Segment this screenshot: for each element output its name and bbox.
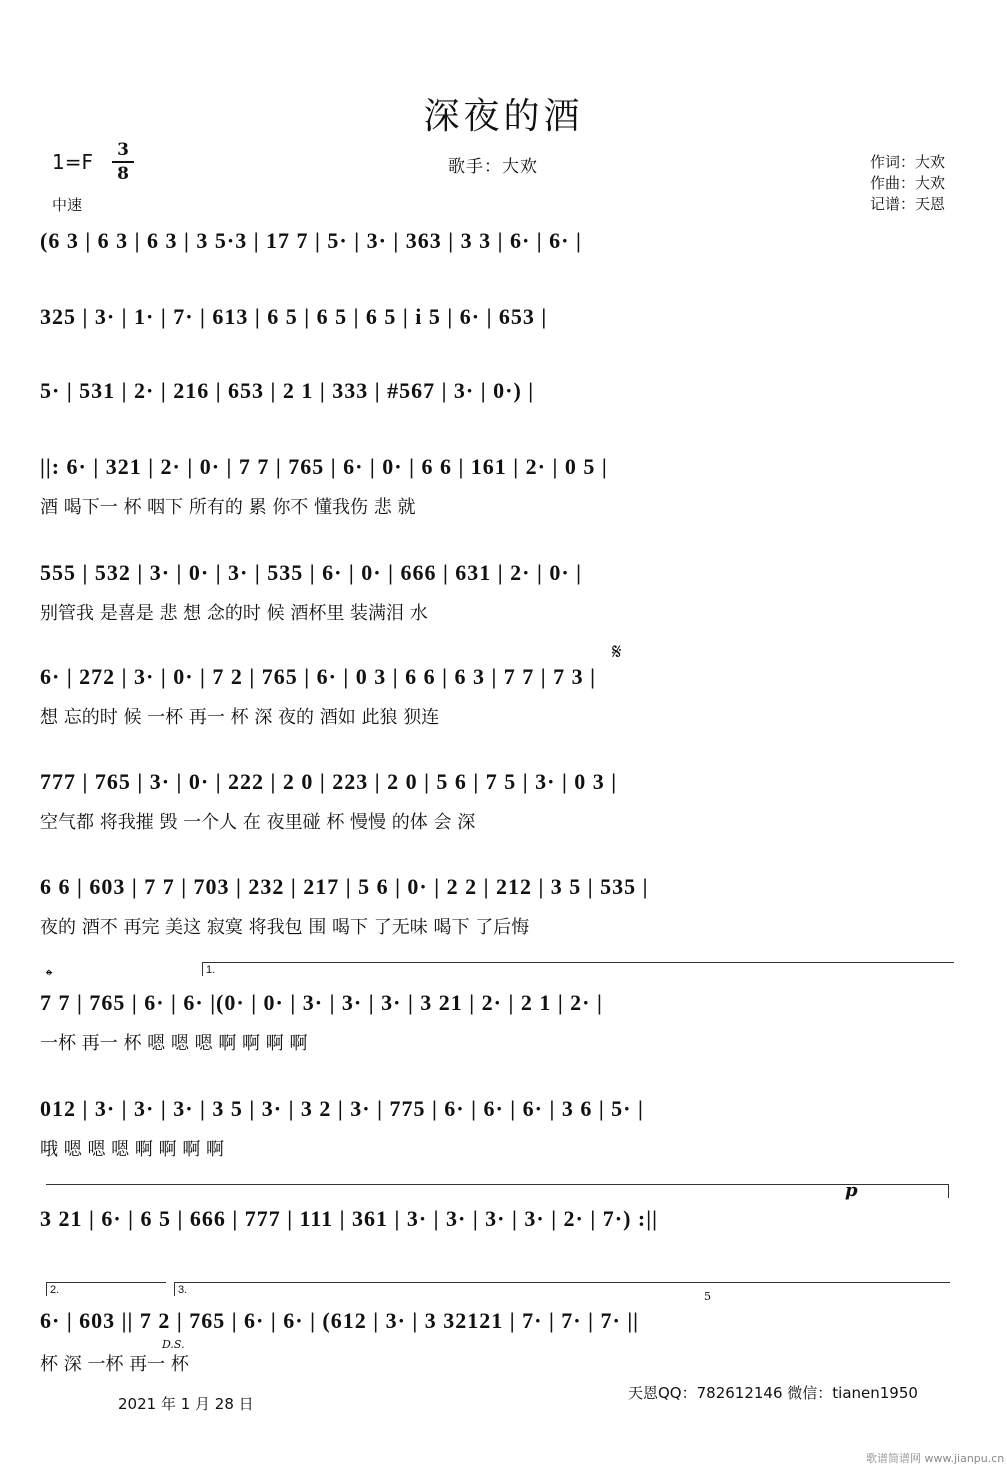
ds-mark: D.S. — [162, 1338, 185, 1351]
volta-1-number: 1. — [206, 964, 216, 976]
segno-mark: 𝄋 — [612, 640, 622, 665]
page-title: 深夜的酒 — [423, 96, 584, 137]
volta-3-bracket — [174, 1282, 950, 1283]
time-signature — [112, 140, 134, 184]
notation-row-5: 555 | 532 | 3· | 0· | 3· | 535 | 6· | 0· | 666 | 631 | 2· | 0· | — [40, 560, 582, 585]
tempo-marking: 中速 — [52, 196, 83, 214]
meter-divider — [112, 161, 134, 163]
lyrics-row-12: 杯 深 一杯 再一 杯 — [40, 1354, 189, 1375]
volta-2-tick — [46, 1282, 47, 1296]
dynamic-marking: p — [845, 1180, 858, 1201]
singer-credit: 歌手：大欢 — [448, 157, 538, 177]
coda-mark: 𝄌 — [46, 966, 53, 987]
composer-credit: 作曲：大欢 — [870, 174, 946, 192]
notation-row-9: 7 7 | 765 | 6· | 6· |(0· | 0· | 3· | 3· | 3· | 3 21 | 2· | 2 1 | 2· | — [40, 990, 603, 1015]
volta-1-tick — [202, 962, 203, 976]
lyrics-row-5: 别管我 是喜是 悲 想 念的时 候 酒杯里 装满泪 水 — [40, 603, 428, 624]
lyrics-row-7: 空气都 将我摧 毁 一个人 在 夜里碰 杯 慢慢 的体 会 深 — [40, 812, 476, 833]
contact-info: 天恩QQ：782612146 微信：tianen1950 — [628, 1384, 918, 1402]
date: 2021 年 1 月 28 日 — [118, 1395, 254, 1413]
volta-2-bracket — [46, 1282, 166, 1283]
repeat-bracket — [46, 1184, 948, 1185]
watermark: 歌谱简谱网 www.jianpu.cn — [866, 1452, 1005, 1465]
meter-top: 3 — [117, 140, 129, 160]
lyricist-credit: 作词：大欢 — [870, 153, 946, 171]
lyrics-row-10: 哦 嗯 嗯 嗯 啊 啊 啊 啊 — [40, 1139, 225, 1160]
notation-row-6: 6· | 272 | 3· | 0· | 7 2 | 765 | 6· | 0 3 | 6 6 | 6 3 | 7 7 | 7 3 | — [40, 664, 596, 689]
volta-3-tick — [174, 1282, 175, 1296]
lyrics-row-8: 夜的 酒不 再完 美这 寂寞 将我包 围 喝下 了无味 喝下 了后悔 — [40, 917, 530, 938]
notation-row-11: 3 21 | 6· | 6 5 | 666 | 777 | 111 | 361 | 3· | 3· | 3· | 3· | 2· | 7·) :|| — [40, 1206, 658, 1231]
notation-row-10: 012 | 3· | 3· | 3· | 3 5 | 3· | 3 2 | 3· | 775 | 6· | 6· | 6· | 3 6 | 5· | — [40, 1096, 644, 1121]
notation-row-1: (6 3 | 6 3 | 6 3 | 3 5·3 | 17 7 | 5· | 3· | 363 | 3 3 | 6· | 6· | — [40, 228, 582, 253]
volta-2-number: 2. — [50, 1284, 60, 1296]
lyrics-row-9: 一杯 再一 杯 嗯 嗯 嗯 啊 啊 啊 啊 — [40, 1033, 308, 1054]
notation-row-12: 6· | 603 || 7 2 | 765 | 6· | 6· | (612 | 3· | 3 32121 | 7· | 7· | 7· || — [40, 1308, 640, 1333]
meter-bottom: 8 — [117, 164, 129, 184]
volta-3-number: 3. — [178, 1284, 188, 1296]
transcriber-credit: 记谱：天恩 — [870, 195, 946, 213]
notation-row-8: 6 6 | 603 | 7 7 | 703 | 232 | 217 | 5 6 | 0· | 2 2 | 212 | 3 5 | 535 | — [40, 874, 649, 899]
tuplet-number: 5 — [704, 1290, 711, 1303]
lyrics-row-4: 酒 喝下一 杯 咽下 所有的 累 你不 懂我伤 悲 就 — [40, 497, 416, 518]
notation-row-7: 777 | 765 | 3· | 0· | 222 | 2 0 | 223 | 2 0 | 5 6 | 7 5 | 3· | 0 3 | — [40, 769, 618, 794]
lyrics-row-6: 想 忘的时 候 一杯 再一 杯 深 夜的 酒如 此狼 狈连 — [40, 707, 440, 728]
notation-row-4: ||: 6· | 321 | 2· | 0· | 7 7 | 765 | 6· | 0· | 6 6 | 161 | 2· | 0 5 | — [40, 454, 608, 479]
key-signature: 1=F — [52, 150, 93, 174]
notation-row-3: 5· | 531 | 2· | 216 | 653 | 2 1 | 333 | #567 | 3· | 0·) | — [40, 378, 535, 403]
credits — [870, 152, 945, 215]
volta-1-bracket — [202, 962, 954, 963]
repeat-bracket-tick — [948, 1184, 949, 1198]
notation-row-2: 325 | 3· | 1· | 7· | 613 | 6 5 | 6 5 | 6 5 | i 5 | 6· | 653 | — [40, 304, 548, 329]
